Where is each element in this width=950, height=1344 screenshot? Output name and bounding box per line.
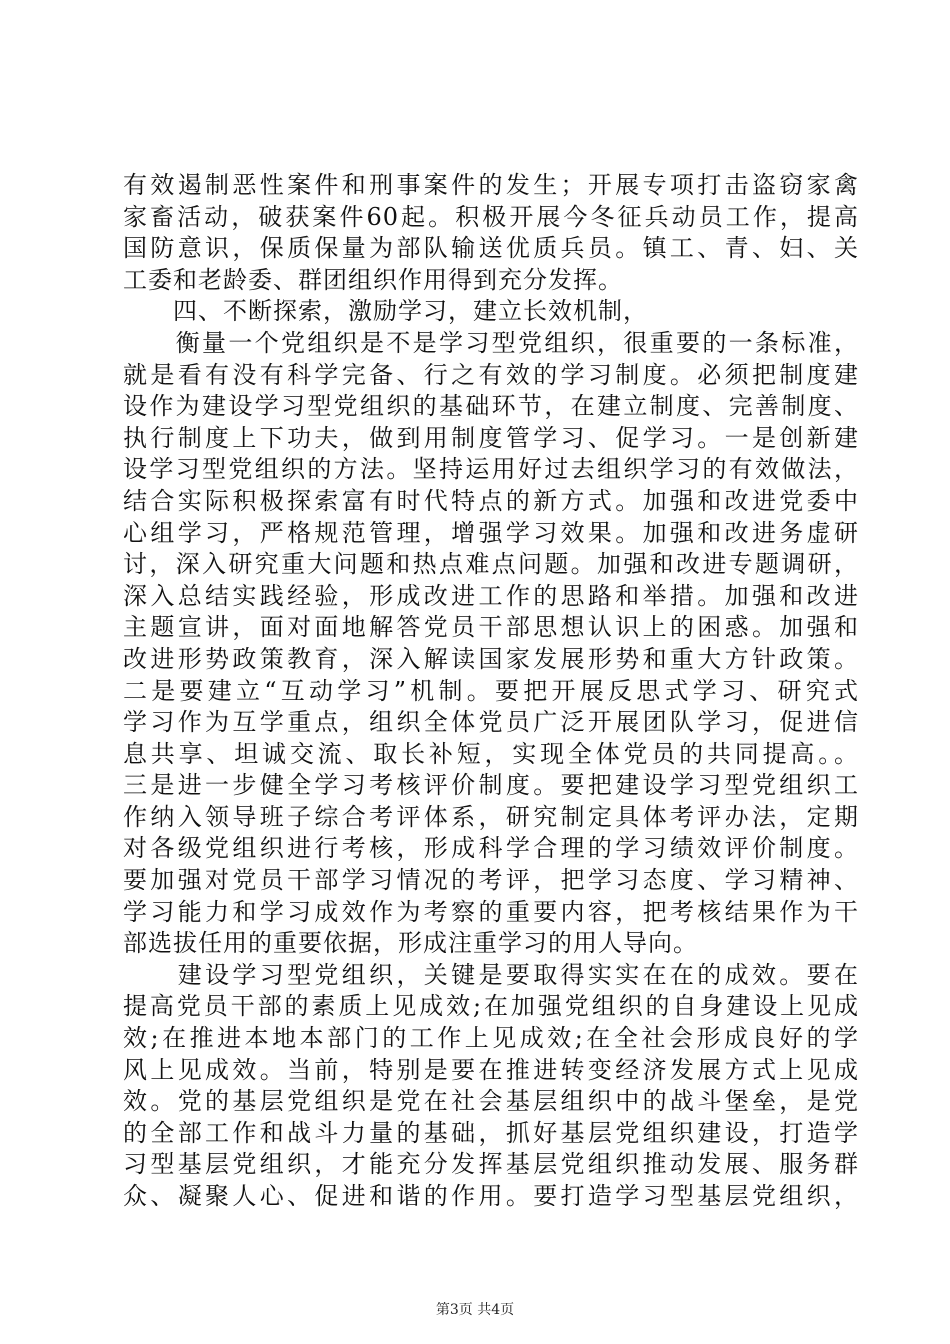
text-line: 家畜活动，破获案件60起。积极开展今冬征兵动员工作，提高 — [123, 202, 859, 231]
page-number-footer: 第3页 共4页 — [435, 1302, 515, 1318]
text-line: 三是进一步健全学习考核评价制度。要把建设学习型党组织工 — [123, 771, 859, 800]
text-line: 有效遏制恶性案件和刑事案件的发生；开展专项打击盗窃家禽 — [123, 171, 859, 199]
text-line: 改进形势政策教育，深入解读国家发展形势和重大方针政策。 — [123, 644, 859, 673]
text-line: 习型基层党组织，才能充分发挥基层党组织推动发展、服务群 — [123, 1150, 859, 1179]
text-line: 主题宣讲，面对面地解答党员干部思想认识上的困惑。加强和 — [123, 613, 859, 642]
text-line: 部选拔任用的重要依据，形成注重学习的用人导向。 — [123, 929, 698, 958]
text-line: 二是要建立“互动学习”机制。要把开展反思式学习、研究式 — [123, 676, 859, 705]
text-line: 的全部工作和战斗力量的基础，抓好基层党组织建设，打造学 — [123, 1118, 859, 1147]
text-line: 就是看有没有科学完备、行之有效的学习制度。必须把制度建 — [123, 360, 859, 389]
text-line: 执行制度上下功夫，做到用制度管学习、促学习。一是创新建 — [123, 423, 859, 452]
text-line: 衡量一个党组织是不是学习型党组织，很重要的一条标准， — [123, 328, 859, 357]
text-line: 讨，深入研究重大问题和热点难点问题。加强和改进专题调研， — [123, 550, 859, 579]
text-line: 设学习型党组织的方法。坚持运用好过去组织学习的有效做法， — [123, 455, 859, 484]
text-line: 心组学习，严格规范管理，增强学习效果。加强和改进务虚研 — [123, 518, 859, 547]
text-line: 提高党员干部的素质上见成效;在加强党组织的自身建设上见成 — [123, 992, 859, 1021]
text-line: 建设学习型党组织，关键是要取得实实在在的成效。要在 — [123, 960, 859, 989]
text-line: 设作为建设学习型党组织的基础环节，在建立制度、完善制度、 — [123, 392, 859, 421]
text-line: 风上见成效。当前，特别是要在推进转变经济发展方式上见成 — [123, 1055, 859, 1084]
text-line: 要加强对党员干部学习情况的考评，把学习态度、学习精神、 — [123, 866, 859, 895]
text-line: 效。党的基层党组织是党在社会基层组织中的战斗堡垒，是党 — [123, 1087, 859, 1116]
section-heading: 四、不断探索，激励学习，建立长效机制， — [123, 297, 648, 326]
text-line: 学习作为互学重点，组织全体党员广泛开展团队学习，促进信 — [123, 708, 859, 737]
text-line: 学习能力和学习成效作为考察的重要内容，把考核结果作为干 — [123, 897, 859, 926]
text-line: 对各级党组织进行考核，形成科学合理的学习绩效评价制度。 — [123, 834, 859, 863]
text-line: 深入总结实践经验，形成改进工作的思路和举措。加强和改进 — [123, 581, 859, 610]
text-line: 工委和老龄委、群团组织作用得到充分发挥。 — [123, 265, 623, 294]
text-line: 作纳入领导班子综合考评体系，研究制定具体考评办法，定期 — [123, 802, 859, 831]
document-body — [123, 170, 859, 1213]
text-line: 众、凝聚人心、促进和谐的作用。要打造学习型基层党组织， — [123, 1182, 859, 1210]
text-line: 效;在推进本地本部门的工作上见成效;在全社会形成良好的学 — [123, 1024, 859, 1053]
text-line: 息共享、坦诚交流、取长补短，实现全体党员的共同提高。。 — [123, 739, 859, 768]
text-line: 结合实际积极探索富有时代特点的新方式。加强和改进党委中 — [123, 486, 859, 515]
text-line: 国防意识，保质保量为部队输送优质兵员。镇工、青、妇、关 — [123, 234, 859, 263]
